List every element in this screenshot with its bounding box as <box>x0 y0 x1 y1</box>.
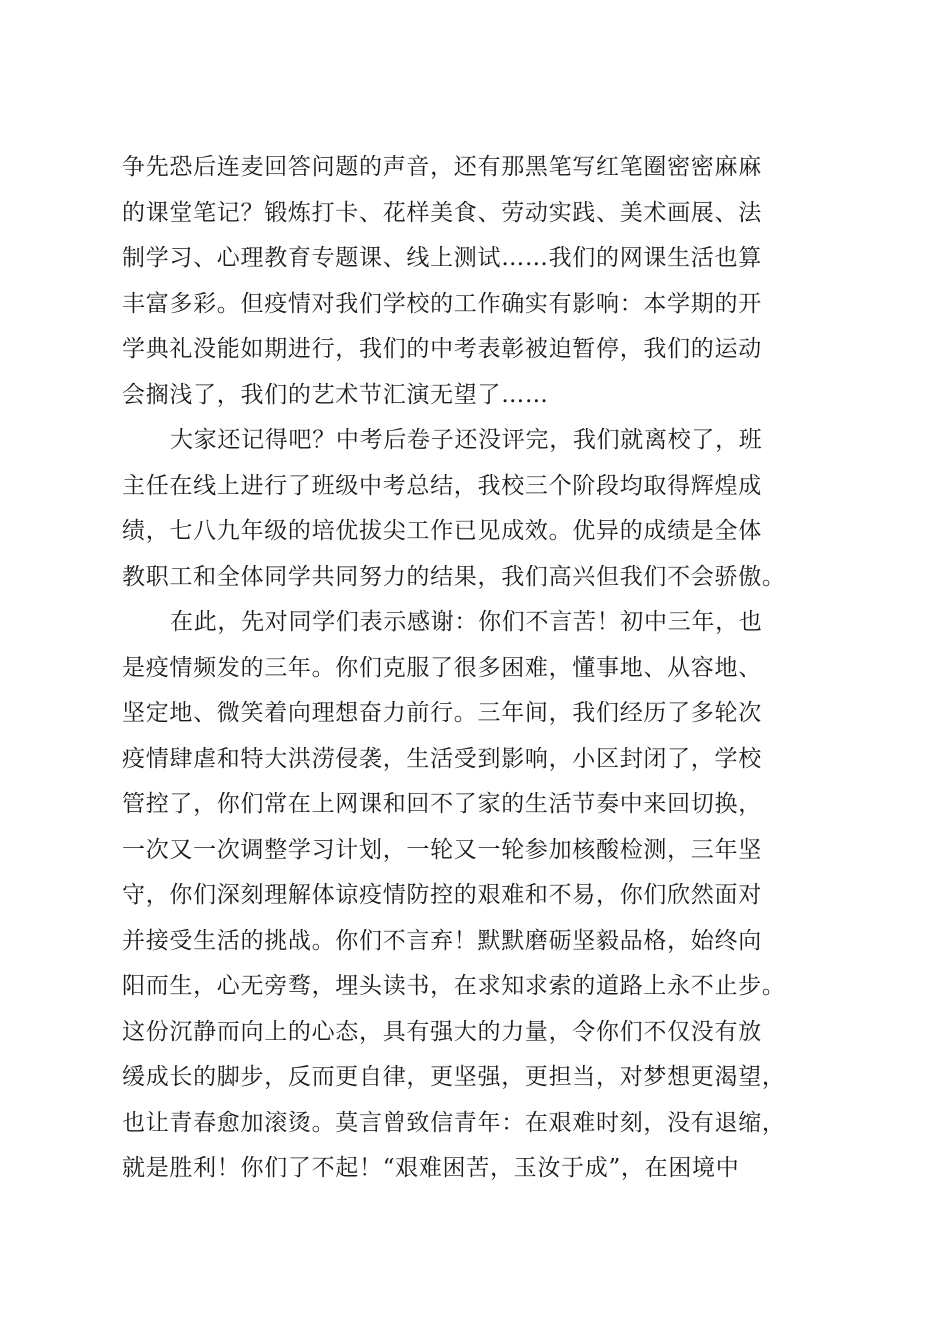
text-line: 一次又一次调整学习计划，一轮又一轮参加核酸检测，三年坚 <box>122 836 762 863</box>
text-line: 也让青春愈加滚烫。莫言曾致信青年：在艰难时刻，没有退缩， <box>122 1109 786 1136</box>
text-line: 教职工和全体同学共同努力的结果，我们高兴但我们不会骄傲。 <box>122 563 786 590</box>
text-line: 制学习、心理教育专题课、线上测试……我们的网课生活也算 <box>122 245 762 271</box>
text-line: 阳而生，心无旁骛，埋头读书，在求知求索的道路上永不止步。 <box>122 973 786 999</box>
text-line: 就是胜利！你们了不起！“艰难困苦，玉汝于成”，在困境中 <box>122 1155 740 1181</box>
text-line: 学典礼没能如期进行，我们的中考表彰被迫暂停，我们的运动 <box>122 336 762 362</box>
text-line: 的课堂笔记？锻炼打卡、花样美食、劳动实践、美术画展、法 <box>122 199 762 226</box>
text-line: 会搁浅了，我们的艺术节汇演无望了…… <box>122 381 549 408</box>
body-text <box>122 145 842 1192</box>
text-line: 这份沉静而向上的心态，具有强大的力量，令你们不仅没有放 <box>122 1018 762 1045</box>
text-line: 并接受生活的挑战。你们不言弃！默默磨砺坚毅品格，始终向 <box>122 927 762 954</box>
text-line: 缓成长的脚步，反而更自律，更坚强，更担当，对梦想更渴望， <box>122 1064 786 1090</box>
text-line: 管控了，你们常在上网课和回不了家的生活节奏中来回切换， <box>122 791 762 817</box>
text-line: 坚定地、微笑着向理想奋力前行。三年间，我们经历了多轮次 <box>122 700 762 726</box>
text-line: 争先恐后连麦回答问题的声音，还有那黑笔写红笔圈密密麻麻 <box>122 154 762 180</box>
paragraph-first-line: 在此，先对同学们表示感谢：你们不言苦！初中三年，也 <box>170 609 763 635</box>
paragraph-first-line: 大家还记得吧？中考后卷子还没评完，我们就离校了，班 <box>170 427 763 453</box>
text-line: 主任在线上进行了班级中考总结，我校三个阶段均取得辉煌成 <box>122 472 762 499</box>
text-line: 守，你们深刻理解体谅疫情防控的艰难和不易，你们欣然面对 <box>122 882 762 908</box>
text-line: 是疫情频发的三年。你们克服了很多困难，懂事地、从容地、 <box>122 654 762 681</box>
text-line: 丰富多彩。但疫情对我们学校的工作确实有影响：本学期的开 <box>122 290 762 317</box>
text-line: 疫情肆虐和特大洪涝侵袭，生活受到影响，小区封闭了，学校 <box>122 745 762 772</box>
text-line: 绩，七八九年级的培优拔尖工作已见成效。优异的成绩是全体 <box>122 518 762 544</box>
